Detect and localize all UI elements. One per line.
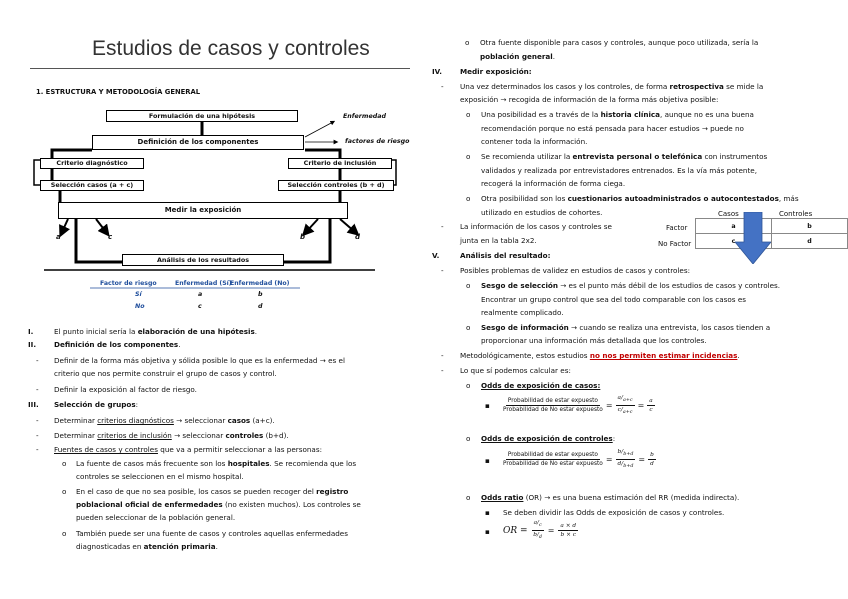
seleccion-controles-box: Selección controles (b + d) [278,180,394,191]
enfermedad-label: Enfermedad [343,113,386,120]
v-bullet-3: - [441,366,444,375]
formula-odds-casos: $\frac{\text{Probabilidad de estar expuesto}}{\text{Probabilidad de No estar expuesto}}$ = $\frac{a/_{a+c}}{c/_{a+c}}$ = $\frac{a}{c}$ [503,395,653,416]
odds-casos-label: Odds de exposición de casos: [481,381,601,390]
or-bullet-1: ▪ [485,508,490,517]
ct-row-factor: Factor [666,224,688,232]
or-label: OR = [503,525,528,536]
sub-item-3a: También puede ser una fuente de casos y controles aquellas enfermedades [76,529,348,538]
f1-numerator: Probabilidad de estar expuesto [507,398,598,405]
ii-item-2: Definir la exposición al factor de riesgo. [54,385,197,394]
ii-item-1b: criterio que nos permite construir el grupo de casos y control. [54,369,277,378]
iv-item-2a: La información de los casos y controles se [460,222,612,231]
iii-item-1: Determinar criterios diagnósticos → seleccionar casos (a+c). [54,416,275,425]
analisis-box: Análisis de los resultados [122,254,284,266]
ii-bullet-2: - [36,385,39,394]
or-bullet-2: ▪ [485,527,490,536]
iii-bullet-3: - [36,445,39,454]
odds-ratio-line: Odds ratio (OR) → es una buena estimación del RR (medida indirecta). [481,493,740,502]
formula-odds-controles: $\frac{\text{Probabilidad de estar expuesto}}{\text{Probabilidad de No estar expuesto}}$ = $\frac{b/_{b+d}}{d/_{b+d}}$ = $\frac{b}{d}$ [503,449,654,470]
v-sub-bullet-2: o [466,323,471,332]
r-bullet-3: o [466,194,471,203]
r2-line-b: validados y realizada por entrevistadores entrenados. Es la vía más potente, [481,166,757,175]
v1-line-b: Encontrar un grupo control que sea del todo comparable con los casos es [481,295,746,304]
v-bullet-1: - [441,266,444,275]
or-item-1: Se deben dividir las Odds de exposición de casos y controles. [503,508,725,517]
ct-row-nofactor: No Factor [658,240,692,248]
v2-line-b: proporcionar una información más detallada que los controles. [481,336,707,345]
iv-item-1b: exposición → recogida de información de la forma más objetiva posible: [460,95,719,104]
iii-bullet-1: - [36,416,39,425]
label-d: d [355,233,361,241]
ct-cell-d: d [771,234,847,249]
v-sub-bullet-1: o [466,281,471,290]
odds-bullet-3: o [466,493,471,502]
v-item-3: Lo que sí podemos calcular es: [460,366,571,375]
point-iii: III. Selección de grupos: [28,400,139,409]
down-arrow-icon [735,212,771,264]
sub-item-2a: En el caso de que no sea posible, los casos se pueden recoger del registro [76,487,349,496]
criterio-diagnostico-box: Criterio diagnóstico [40,158,144,169]
table-row-no-c: c [198,303,202,310]
r-sub-bullet-o1: o [465,38,470,47]
r2-line-c: recogerá la información de forma ciega. [481,179,626,188]
sub-item-2b: poblacional oficial de enfermedades (no existen muchos). Los controles se [76,500,361,509]
seleccion-casos-box: Selección casos (a + c) [40,180,144,191]
point-iv: IV. Medir exposición: [432,67,532,76]
iii-item-3: Fuentes de casos y controles que va a permitir seleccionar a las personas: [54,445,322,454]
r-o1b: población general. [480,52,555,61]
odds-bullet-2: o [466,434,471,443]
iii-bullet-2: - [36,431,39,440]
formula-odds-ratio: OR = $\frac{a/_c}{b/_d}$ = $\frac{a \times d}{b \times c}$ [503,520,577,541]
r-o1a: Otra fuente disponible para casos y controles, aunque poco utilizada, sería la [480,38,759,47]
ii-bullet-1: - [36,356,39,365]
v1-line-a: Sesgo de selección → es el punto más débil de los estudios de casos y controles. [481,281,781,290]
label-a: a [56,233,61,241]
v-bullet-2: - [441,351,444,360]
v2-line-a: Sesgo de información → cuando se realiza una entrevista, los casos tienden a [481,323,771,332]
point-ii: II. Definición de los componentes. [28,340,181,349]
v-item-1: Posibles problemas de validez en estudios de casos y controles: [460,266,690,275]
r2-line-a: Se recomienda utilizar la entrevista personal o telefónica con instrumentos [481,152,768,161]
table-header-si: Enfermedad (Sí) [175,280,232,287]
r1-line-a: Una posibilidad es a través de la historia clínica, aunque no es una buena [481,110,754,119]
ct-header-controles: Controles [779,210,813,218]
table-row-si-a: a [198,291,203,298]
v1-line-c: realmente complicado. [481,308,564,317]
section-heading-1: 1. ESTRUCTURA Y METODOLOGÍA GENERAL [36,88,201,96]
sub-item-3b: diagnosticadas en atención primaria. [76,542,218,551]
ct-cell-b: b [771,219,847,234]
iii-item-2: Determinar criterios de inclusión → seleccionar controles (b+d). [54,431,289,440]
iv-item-2b: junta en la tabla 2x2. [460,236,537,245]
table-row-si-b: b [258,291,263,298]
sub-item-1b: controles se seleccionen en el mismo hospital. [76,472,244,481]
definicion-box: Definición de los componentes [92,135,304,150]
iv-bullet-1: - [441,82,444,91]
table-header-no: Enfermedad (No) [230,280,290,287]
point-i: I. El punto inicial sería la elaboración de una hipótesis. [28,327,258,336]
factores-label: factores de riesgo [345,138,410,145]
formula-bullet-1: ▪ [485,401,490,410]
iv-item-1a: Una vez determinados los casos y los controles, de forma retrospectiva se mide la [460,82,764,91]
f2-denominator: Probabilidad de No estar expuesto [503,461,603,468]
table-row-no-d: d [258,303,263,310]
r1-line-c: contener toda la información. [481,137,588,146]
medir-box: Medir la exposición [58,202,348,219]
table-row-si-label: Sí [135,291,142,298]
r3-line-b: utilizado en estudios de cohortes. [481,208,603,217]
sub-bullet-1: o [62,459,67,468]
page-title: Estudios de casos y controles [92,37,370,60]
sub-bullet-3: o [62,529,67,538]
ct-header-casos: Casos [718,210,739,218]
r1-line-b: recomendación porque no está pensada para hacer estudios → puede no [481,124,744,133]
v-item-2: Metodológicamente, estos estudios no nos permiten estimar incidencias. [460,351,740,360]
formulacion-box: Formulación de una hipótesis [106,110,298,122]
label-b: b [300,233,306,241]
r-bullet-2: o [466,152,471,161]
f1-denominator: Probabilidad de No estar expuesto [503,407,603,414]
ct-cell-a: a [696,219,772,234]
sub-item-1a: La fuente de casos más frecuente son los hospitales. Se recomienda que los [76,459,357,468]
criterio-inclusion-box: Criterio de inclusión [288,158,392,169]
point-v: V. Análisis del resultado: [432,251,551,260]
table-header-factor: Factor de riesgo [100,280,157,287]
contingency-table [695,218,848,249]
table-row-no-label: No [135,303,145,310]
f2-numerator: Probabilidad de estar expuesto [507,452,598,459]
sub-item-2c: pueden seleccionar de la población general. [76,513,236,522]
sub-bullet-2: o [62,487,67,496]
odds-controles-label: Odds de exposición de controles: [481,434,616,443]
r-bullet-1: o [466,110,471,119]
label-c: c [108,233,113,241]
r3-line-a: Otra posibilidad son los cuestionarios autoadministrados o autocontestados, más [481,194,799,203]
ct-cell-c: c [696,234,772,249]
iv-bullet-2: - [441,222,444,231]
odds-bullet-1: o [466,381,471,390]
ii-item-1a: Definir de la forma más objetiva y sólida posible lo que es la enfermedad → es el [54,356,345,365]
formula-bullet-2: ▪ [485,456,490,465]
